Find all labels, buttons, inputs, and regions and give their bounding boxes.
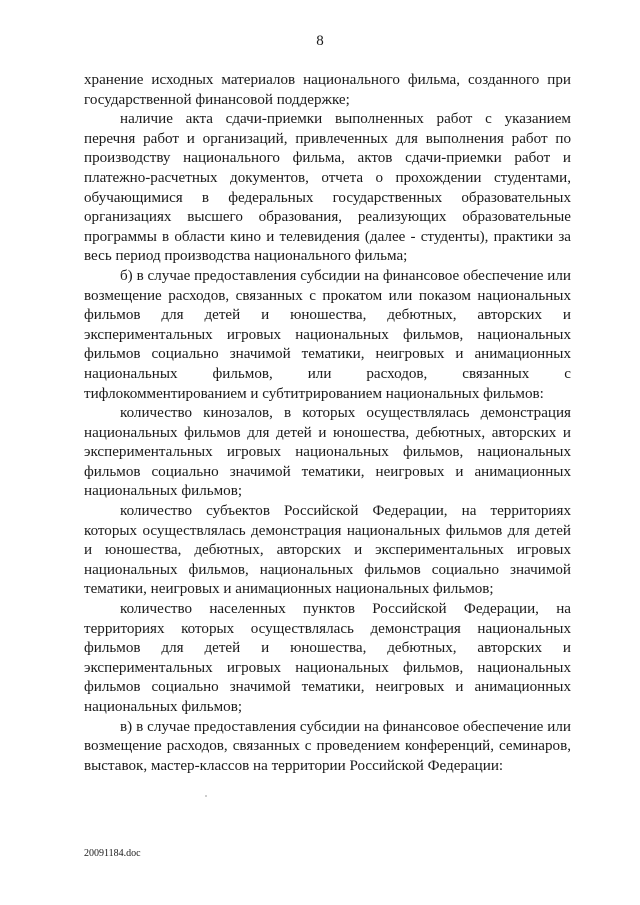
page-number: 8 xyxy=(316,33,324,49)
paragraph-regions-count: количество субъектов Российской Федерации, на территориях которых осуществлялась демонстрация национальных фильмов для детей и юношества, дебютных, авторских и экспериментальных игровых национальных фильмов, национальных фильмов социально значимой тематики, неигровых и анимационных национальных фильмов; xyxy=(84,503,571,598)
scan-speck xyxy=(205,795,207,797)
footer-filename: 20091184.doc xyxy=(84,848,141,859)
paragraph-b-distribution: б) в случае предоставления субсидии на финансовое обеспечение или возмещение расходов, связанных с прокатом или показом национальных фильмов для детей и юношества, дебютных, авторских и экспериментальных игровых национальных фильмов, национальных фильмов социально значимой тематики, неигровых и анимационных национальных фильмов, или расходов, связанных с тифлокомментированием и субтитрированием национальных фильмов: xyxy=(84,267,571,402)
paragraph-storage: хранение исходных материалов национального фильма, созданного при государственной финансовой поддержке; xyxy=(84,72,571,108)
paragraph-acceptance-act: наличие акта сдачи-приемки выполненных работ с указанием перечня работ и организаций, привлеченных для выполнения работ по производству национального фильма, актов сдачи-приемки работ и платежно-расчетных документов, отчета о прохождении студентами, обучающимися в федеральных государственных образовательных организациях высшего образования, реализующих образовательные программы в области кино и телевидения (далее - студенты), практики за весь период производства национального фильма; xyxy=(84,111,571,265)
paragraph-settlements-count: количество населенных пунктов Российской Федерации, на территориях которых осуществлялась демонстрация национальных фильмов для детей и юношества, дебютных, авторских и экспериментальных игровых национальных фильмов, национальных фильмов социально значимой тематики, неигровых и анимационных национальных фильмов; xyxy=(84,601,571,715)
document-body xyxy=(84,71,571,776)
paragraph-v-conferences: в) в случае предоставления субсидии на финансовое обеспечение или возмещение расходов, связанных с проведением конференций, семинаров, выставок, мастер-классов на территории Российской Федерации: xyxy=(84,718,571,774)
paragraph-cinema-count: количество кинозалов, в которых осуществлялась демонстрация национальных фильмов для детей и юношества, дебютных, авторских и экспериментальных игровых национальных фильмов, национальных фильмов социально значимой тематики, неигровых и анимационных национальных фильмов; xyxy=(84,405,571,500)
